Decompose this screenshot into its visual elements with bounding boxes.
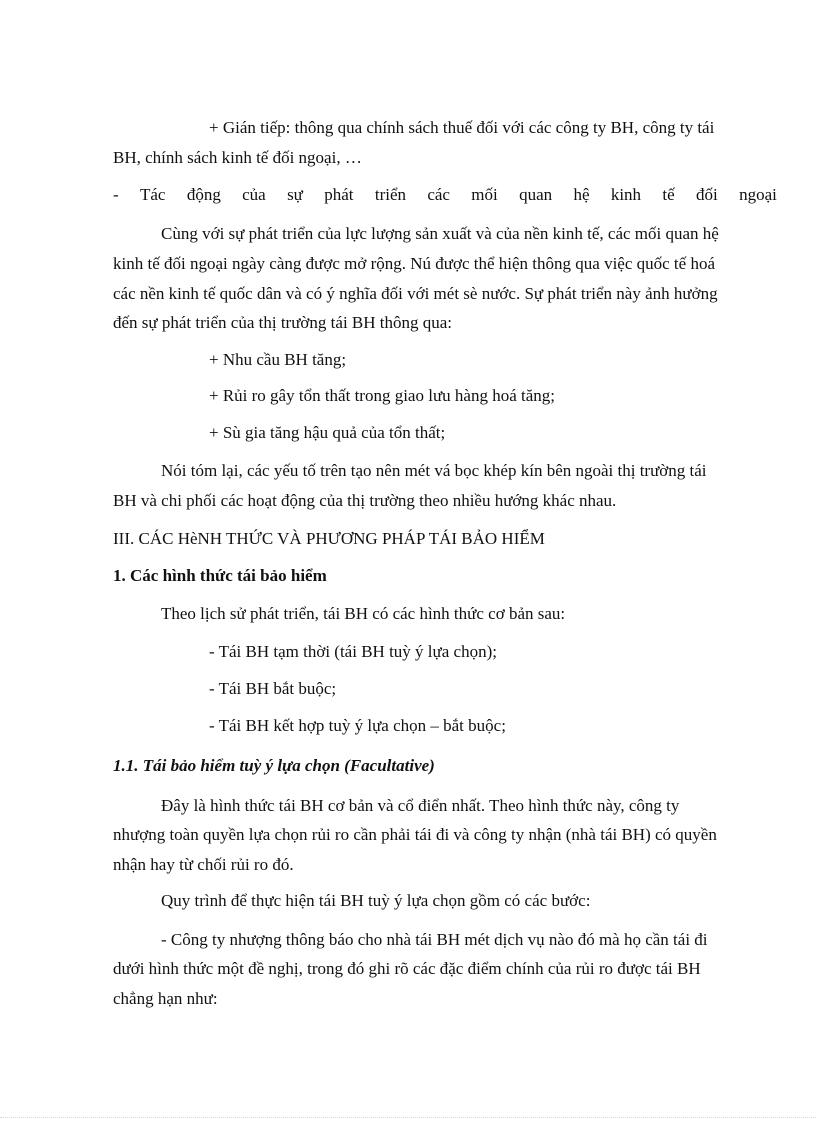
text-word: sự bbox=[287, 185, 303, 204]
text-line: BH, chính sách kinh tế đối ngoại, … bbox=[113, 148, 362, 167]
list-item: - Tái BH bắt buộc; bbox=[209, 679, 337, 698]
section-heading: III. CÁC HèNH THỨC VÀ PHƯƠNG PHÁP TÁI BẢO HIỂM bbox=[113, 529, 545, 548]
text-line: Nói tóm lại, các yếu tố trên tạo nên mét vá bọc khép kín bên ngoài thị trường tái bbox=[161, 461, 707, 480]
text-line: nhận hay từ chối rủi ro đó. bbox=[113, 855, 294, 874]
text-word: triển bbox=[374, 185, 406, 204]
text-word: mối bbox=[471, 185, 498, 204]
text-word: đối bbox=[696, 185, 718, 204]
subsection-heading: 1. Các hình thức tái bảo hiểm bbox=[113, 566, 327, 585]
text-line: dưới hình thức một đề nghị, trong đó ghi rõ các đặc điểm chính của rủi ro được tái BH bbox=[113, 959, 701, 978]
text-word: các bbox=[427, 185, 450, 204]
text-word: kinh bbox=[610, 185, 642, 204]
text-line: Theo lịch sử phát triển, tái BH có các hình thức cơ bản sau: bbox=[161, 604, 566, 623]
text-line: nhượng toàn quyền lựa chọn rủi ro cần phải tái đi và công ty nhận (nhà tái BH) có quyền bbox=[113, 825, 717, 844]
text-line: Quy trình để thực hiện tái BH tuỳ ý lựa chọn gồm có các bước: bbox=[161, 891, 591, 910]
text-word: quan bbox=[519, 185, 553, 204]
text-word: ngoại bbox=[739, 185, 777, 204]
text-word: tế bbox=[662, 185, 675, 204]
bullet-item: + Rủi ro gây tổn thất trong giao lưu hàng hoá tăng; bbox=[209, 386, 555, 405]
bullet-item: + Nhu cầu BH tăng; bbox=[209, 350, 347, 369]
text-word: hệ bbox=[573, 185, 590, 204]
text-line: BH và chi phối các hoạt động của thị trường theo nhiều hướng khác nhau. bbox=[113, 491, 617, 510]
text-line: - Công ty nhượng thông báo cho nhà tái BH mét dịch vụ nào đó mà họ cần tái đi bbox=[161, 930, 708, 949]
text-word: phát bbox=[324, 185, 354, 204]
text-line: các nền kinh tế quốc dân và có ý nghĩa đối với mét sè nước. Sự phát triển này ảnh hưởng bbox=[113, 284, 718, 303]
text-line: kinh tế đối ngoại ngày càng được mở rộng. Nú được thể hiện thông qua việc quốc tế hoá bbox=[113, 254, 715, 273]
bullet-item: + Sù gia tăng hậu quả của tổn thất; bbox=[209, 423, 446, 442]
list-item: - Tái BH tạm thời (tái BH tuỳ ý lựa chọn); bbox=[209, 642, 497, 661]
subsubsection-heading: 1.1. Tái bảo hiểm tuỳ ý lựa chọn (Facultative) bbox=[113, 756, 435, 775]
list-item: - Tái BH kết hợp tuỳ ý lựa chọn – bắt buộc; bbox=[209, 716, 506, 735]
page-footer-divider bbox=[0, 1117, 816, 1118]
text-line: chẳng hạn như: bbox=[113, 989, 218, 1008]
text-word: của bbox=[242, 185, 266, 204]
text-line-external-relations-heading bbox=[113, 185, 777, 205]
text-word: động bbox=[186, 185, 221, 204]
text-word: Tác bbox=[140, 185, 166, 204]
text-line-indirect-impact: + Gián tiếp: thông qua chính sách thuế đối với các công ty BH, công ty tái bbox=[209, 118, 715, 137]
text-word: - bbox=[113, 185, 119, 204]
text-line: Cùng với sự phát triển của lực lượng sản xuất và của nền kinh tế, các mối quan hệ bbox=[161, 224, 719, 243]
text-line: Đây là hình thức tái BH cơ bản và cổ điển nhất. Theo hình thức này, công ty bbox=[161, 796, 680, 815]
text-line: đến sự phát triển của thị trường tái BH thông qua: bbox=[113, 313, 453, 332]
